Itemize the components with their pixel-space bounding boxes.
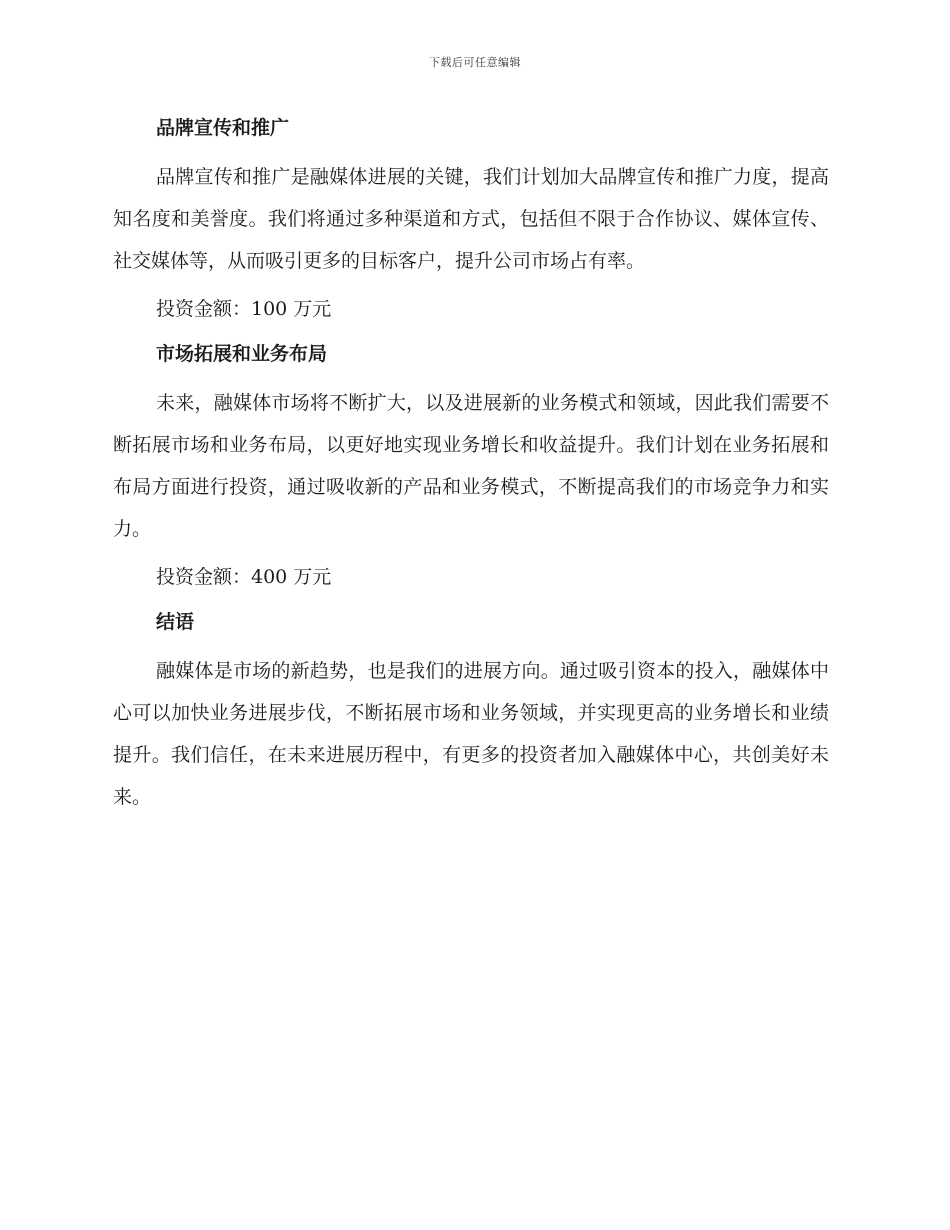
section-paragraph-brand: 品牌宣传和推广是融媒体进展的关键，我们计划加大品牌宣传和推广力度，提高知名度和美誉度。我们将通过多种渠道和方式，包括但不限于合作协议、媒体宣传、社交媒体等，从而吸引更多的目标客户，提升公司市场占有率。 xyxy=(113,166,829,272)
section-paragraph-conclusion: 融媒体是市场的新趋势，也是我们的进展方向。通过吸引资本的投入，融媒体中心可以加快业务进展步伐，不断拓展市场和业务领域，并实现更高的业务增长和业绩提升。我们信任，在未来进展历程中，有更多的投资者加入融媒体中心，共创美好未来。 xyxy=(113,660,829,808)
section-heading-market: 市场拓展和业务布局 xyxy=(156,343,328,365)
section-paragraph-market: 未来，融媒体市场将不断扩大，以及进展新的业务模式和领域，因此我们需要不断拓展市场和业务布局，以更好地实现业务增长和收益提升。我们计划在业务拓展和布局方面进行投资，通过吸收新的产品和业务模式，不断提高我们的市场竞争力和实力。 xyxy=(113,392,829,540)
page-header: 下载后可任意编辑 xyxy=(429,56,521,69)
section-heading-conclusion: 结语 xyxy=(156,611,195,633)
investment-amount-market: 投资金额：400 万元 xyxy=(156,566,332,588)
investment-amount-brand: 投资金额：100 万元 xyxy=(156,298,332,320)
section-heading-brand: 品牌宣传和推广 xyxy=(156,117,290,139)
document-body xyxy=(113,112,829,824)
